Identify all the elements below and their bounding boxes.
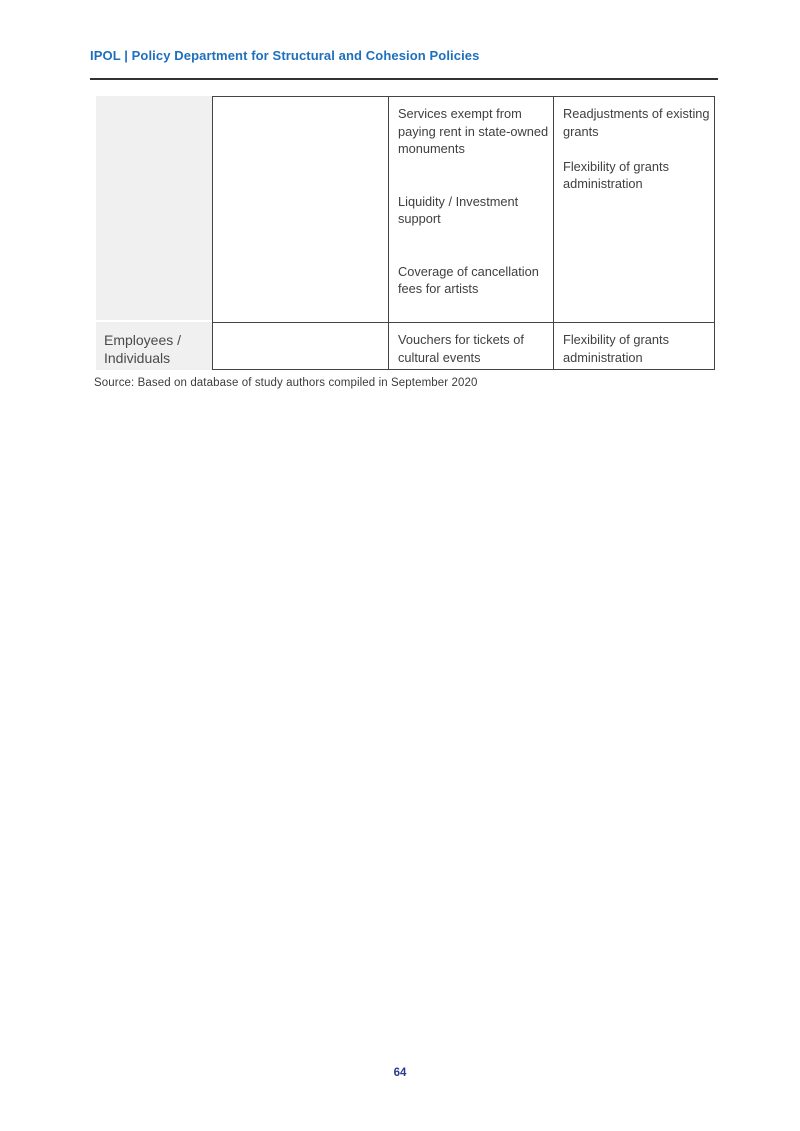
table-cell-text: Coverage of cancellation fees for artists — [398, 263, 539, 296]
page-header: IPOL | Policy Department for Structural and Cohesion Policies — [90, 48, 480, 63]
table-cell-text: Flexibility of grants administration — [563, 158, 669, 191]
header-divider — [90, 78, 718, 80]
table-cell-support-measures — [388, 96, 553, 322]
table-cell-support-measures — [388, 322, 553, 370]
table-cell-text: Readjustments of existing grants — [563, 106, 710, 139]
category-label: Employees / Individuals — [104, 332, 182, 366]
table-cell-category-continued — [96, 96, 212, 322]
table-cell-grants-measures — [553, 322, 715, 370]
table-cell-text: Liquidity / Investment support — [398, 193, 519, 226]
measures-table — [96, 96, 715, 370]
table-cell-grants-measures — [553, 96, 715, 322]
table-cell-empty — [212, 322, 388, 370]
table-cell-text: Vouchers for tickets of cultural events — [398, 332, 524, 365]
page-number: 64 — [393, 1067, 407, 1079]
table-cell-category-employees-individuals — [96, 322, 212, 370]
table-cell-text: Services exempt from paying rent in state-owned monuments — [398, 106, 549, 156]
table-cell-text: Flexibility of grants administration — [563, 332, 669, 365]
table-cell-empty — [212, 96, 388, 322]
source-note: Source: Based on database of study authors compiled in September 2020 — [94, 377, 478, 389]
